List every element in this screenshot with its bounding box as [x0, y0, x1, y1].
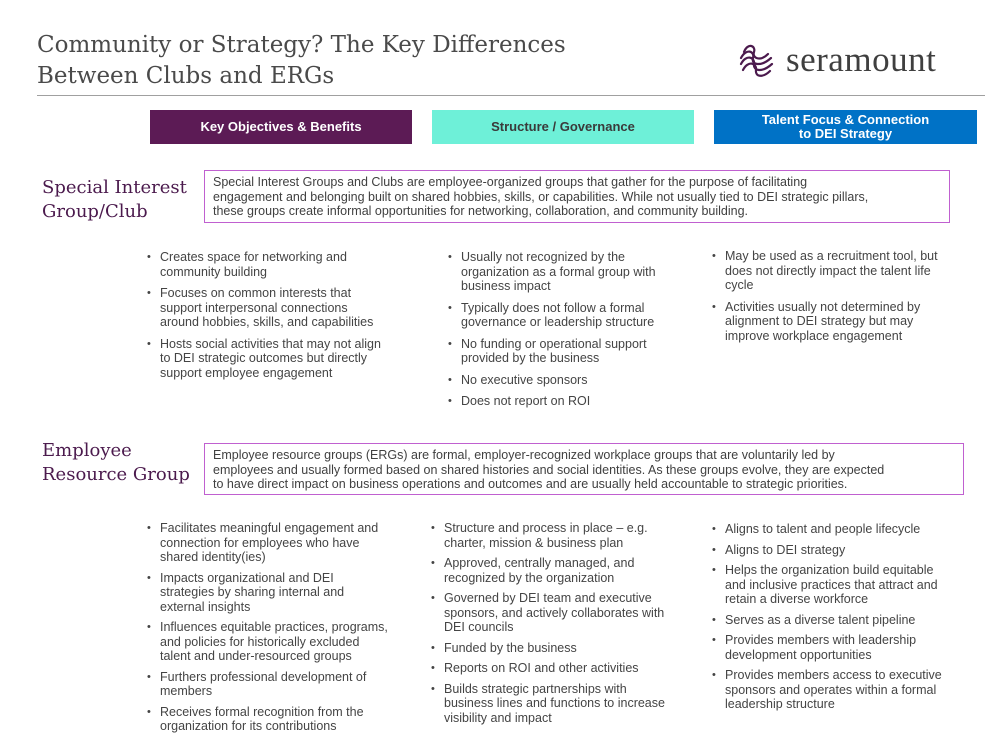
- section-title-erg: [42, 439, 190, 487]
- list-item-line: • Activities usually not determined by: [725, 299, 921, 314]
- list-item-line: • Typically does not follow a formal: [461, 300, 645, 315]
- list-item-line: members: [160, 684, 213, 698]
- list-item-line: • Influences equitable practices, programs,: [160, 620, 388, 634]
- page-title: [37, 30, 566, 92]
- list-item-line: • May be used as a recruitment tool, but: [725, 249, 938, 263]
- list-item-line: external insights: [160, 599, 251, 614]
- list-item-line: • Helps the organization build equitable: [725, 563, 934, 577]
- list-item: [431, 682, 701, 726]
- list-item-line: • No funding or operational support: [461, 336, 647, 351]
- list-item: [147, 620, 427, 664]
- list-item-line: governance or leadership structure: [461, 315, 655, 329]
- list-item-line: • Aligns to talent and people lifecycle: [725, 522, 921, 536]
- list-item-line: sponsors, and actively collaborates with: [444, 605, 665, 620]
- erg-structure-list: [431, 521, 701, 731]
- section-title-club: [42, 176, 187, 224]
- description-line: engagement and belonging built on shared hobbies, skills, or capabilities. While not usually tied to DEI strategic pillars,: [213, 189, 869, 204]
- list-item-line: support employee engagement: [160, 365, 333, 380]
- list-item: [712, 563, 992, 607]
- description-box-club: [204, 170, 950, 223]
- list-item-line: • Serves as a diverse talent pipeline: [725, 612, 916, 627]
- list-item: [712, 543, 992, 558]
- list-item-line: improve workplace engagement: [725, 328, 903, 343]
- title-line: Community or Strategy? The Key Differences: [37, 32, 566, 58]
- description-line: to have direct impact on business operations and outcomes and are usually held accountable to strategic priorities.: [213, 477, 848, 491]
- list-item-line: shared identity(ies): [160, 550, 266, 564]
- column-header-line: to DEI Strategy: [798, 126, 893, 141]
- list-item: [147, 521, 427, 565]
- list-item: [147, 250, 417, 279]
- list-item: [431, 661, 701, 676]
- list-item: [712, 668, 992, 712]
- list-item-line: • Governed by DEI team and executive: [444, 591, 652, 605]
- header-divider: [37, 95, 985, 96]
- description-line: employees and usually formed based on shared histories and social identities. As these groups evolve, they are expected: [213, 462, 885, 477]
- list-item-line: • Facilitates meaningful engagement and: [160, 521, 379, 535]
- list-item-line: • Hosts social activities that may not align: [160, 336, 381, 351]
- list-item-line: and policies for historically excluded: [160, 634, 360, 649]
- erg-talent-list: [712, 522, 992, 718]
- club-structure-list: [448, 250, 698, 416]
- list-item-line: • Approved, centrally managed, and: [444, 556, 635, 570]
- list-item: [712, 522, 992, 537]
- wave-lines-icon: [738, 40, 776, 80]
- description-line: these groups create informal opportunities for networking, collaboration, and community building.: [213, 204, 749, 218]
- list-item: [448, 394, 698, 409]
- description-line: Employee resource groups (ERGs) are formal, employer-recognized workplace groups that are voluntarily led by: [213, 448, 835, 462]
- list-item-line: charter, mission & business plan: [444, 535, 624, 550]
- list-item-line: connection for employees who have: [160, 535, 360, 550]
- list-item: [448, 250, 698, 294]
- column-header-objectives: [150, 110, 412, 144]
- list-item-line: and inclusive practices that attract and: [725, 577, 938, 592]
- title-line: Between Clubs and ERGs: [37, 63, 335, 89]
- list-item-line: • Reports on ROI and other activities: [444, 661, 639, 675]
- list-item-line: DEI councils: [444, 620, 514, 634]
- list-item-line: talent and under-resourced groups: [160, 649, 352, 663]
- list-item-line: • Does not report on ROI: [461, 394, 591, 408]
- list-item-line: • Funded by the business: [444, 640, 577, 655]
- list-item-line: • Provides members with leadership: [725, 633, 917, 647]
- list-item: [712, 300, 982, 344]
- list-item-line: • Furthers professional development of: [160, 669, 367, 684]
- club-talent-list: [712, 249, 982, 350]
- logo: [738, 38, 936, 82]
- list-item: [147, 571, 427, 615]
- list-item-line: • Structure and process in place – e.g.: [444, 521, 648, 535]
- club-objectives-list: [147, 250, 417, 387]
- list-item: [712, 613, 992, 628]
- list-item: [431, 521, 701, 550]
- section-title-line: Special Interest: [42, 177, 187, 198]
- list-item-line: • Usually not recognized by the: [461, 250, 625, 264]
- column-header-talent: [714, 110, 977, 144]
- list-item-line: alignment to DEI strategy but may: [725, 314, 914, 328]
- list-item-line: cycle: [725, 278, 754, 292]
- list-item-line: • Creates space for networking and: [160, 250, 347, 264]
- list-item-line: • Provides members access to executive: [725, 668, 942, 682]
- list-item: [147, 337, 417, 381]
- list-item: [431, 641, 701, 656]
- section-title-line: Employee: [42, 440, 132, 461]
- list-item: [448, 373, 698, 388]
- list-item-line: leadership structure: [725, 697, 835, 711]
- list-item: [147, 705, 427, 734]
- column-header-structure: [432, 110, 694, 144]
- section-title-line: Group/Club: [42, 201, 148, 222]
- list-item: [448, 301, 698, 330]
- list-item-line: recognized by the organization: [444, 570, 615, 585]
- erg-objectives-list: [147, 521, 427, 740]
- list-item-line: support interpersonal connections: [160, 300, 348, 315]
- list-item-line: business impact: [461, 279, 551, 293]
- list-item-line: development opportunities: [725, 647, 872, 662]
- list-item-line: organization as a formal group with: [461, 264, 656, 279]
- list-item-line: • Receives formal recognition from the: [160, 704, 364, 719]
- list-item-line: • Impacts organizational and DEI: [160, 570, 334, 585]
- list-item-line: retain a diverse workforce: [725, 592, 869, 606]
- list-item-line: community building: [160, 264, 267, 279]
- description-box-erg: [204, 443, 964, 495]
- list-item-line: • No executive sponsors: [461, 372, 588, 387]
- list-item: [712, 633, 992, 662]
- logo-text: seramount: [786, 40, 937, 79]
- list-item-line: does not directly impact the talent life: [725, 263, 931, 278]
- list-item-line: around hobbies, skills, and capabilities: [160, 315, 374, 329]
- list-item-line: to DEI strategic outcomes but directly: [160, 351, 368, 365]
- list-item-line: visibility and impact: [444, 710, 552, 725]
- column-header-line: Structure / Governance: [491, 119, 635, 134]
- list-item-line: sponsors and operates within a formal: [725, 682, 937, 697]
- list-item: [147, 670, 427, 699]
- column-header-line: Talent Focus & Connection: [761, 112, 930, 127]
- list-item-line: • Focuses on common interests that: [160, 286, 352, 300]
- list-item-line: business lines and functions to increase: [444, 696, 665, 710]
- list-item-line: • Aligns to DEI strategy: [725, 542, 846, 557]
- list-item: [712, 249, 982, 293]
- list-item: [431, 591, 701, 635]
- list-item-line: • Builds strategic partnerships with: [444, 681, 627, 696]
- section-title-line: Resource Group: [42, 464, 190, 485]
- list-item: [147, 286, 417, 330]
- list-item-line: provided by the business: [461, 351, 600, 365]
- column-header-line: Key Objectives & Benefits: [200, 119, 362, 134]
- list-item: [431, 556, 701, 585]
- list-item-line: strategies by sharing internal and: [160, 585, 345, 599]
- description-line: Special Interest Groups and Clubs are employee-organized groups that gather for the purpose of facilitating: [213, 175, 808, 189]
- list-item: [448, 337, 698, 366]
- list-item-line: organization for its contributions: [160, 719, 337, 733]
